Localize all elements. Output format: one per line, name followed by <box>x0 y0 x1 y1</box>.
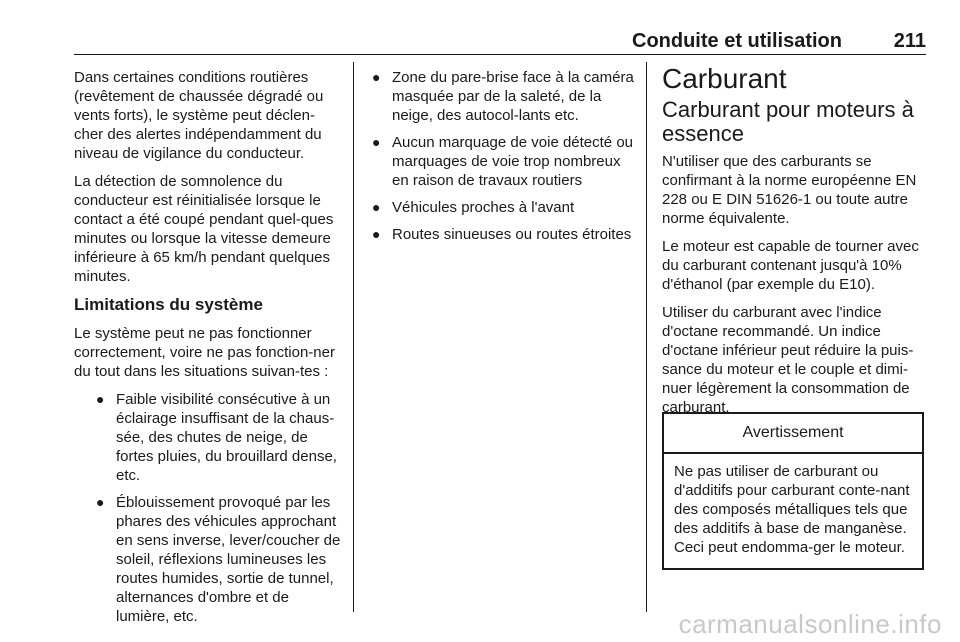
bullet-icon: ● <box>372 134 381 150</box>
warning-text: Ne pas utiliser de carburant ou d'additifs pour carburant conte-nant des composés métalliques tels que des additifs à base de manganèse. Ceci peut endomma-ger le moteur. <box>674 463 910 556</box>
list-item: ● Faible visibilité consécutive à un éclairage insuffisant de la chaus-sée, des chutes de neige, de fortes pluies, du brouillard dense, etc. <box>96 391 337 484</box>
page-header <box>74 30 926 52</box>
column-1 <box>74 68 342 634</box>
paragraph: N'utiliser que des carburants se confirmant à la norme européenne EN 228 ou E DIN 51626-1 ou toute autre norme équivalente. <box>662 153 917 227</box>
bullet-list <box>364 68 636 244</box>
paragraph: Le système peut ne pas fonctionner correctement, voire ne pas fonction-ner du tout dans les situations suivan-tes : <box>74 325 335 380</box>
list-item: ● Zone du pare-brise face à la caméra masquée par de la saleté, de la neige, des autocol-lants etc. <box>372 69 634 124</box>
bullet-icon: ● <box>372 226 381 242</box>
list-item: ● Aucun marquage de voie détecté ou marquages de voie trop nombreux en raison de travaux routiers <box>372 134 634 189</box>
watermark: carmanualsonline.info <box>678 609 942 639</box>
warning-title: Avertissement <box>664 414 922 454</box>
paragraph: Le moteur est capable de tourner avec du carburant contenant jusqu'à 10% d'éthanol (par exemple du E10). <box>662 238 919 293</box>
paragraph: Utiliser du carburant avec l'indice d'octane recommandé. Un indice d'octane inférieur peut réduire la puis-sance du moteur et le couple et dimi-nuer légèrement la consommation de carburant. <box>662 304 914 416</box>
list-item: ● Routes sinueuses ou routes étroites <box>372 226 632 243</box>
bullet-icon: ● <box>372 199 381 215</box>
section-heading: Limitations du système <box>74 295 263 314</box>
paragraph: Dans certaines conditions routières (revêtement de chaussée dégradé ou vents forts), le système peut déclen-cher des alertes indépendamment du niveau de vigilance du conducteur. <box>74 69 324 162</box>
column-divider-2 <box>646 62 647 612</box>
section-title: Carburant pour moteurs à essence <box>662 97 914 146</box>
chapter-title: Carburant <box>662 63 787 94</box>
header-rule <box>74 54 926 55</box>
bullet-list <box>74 390 342 626</box>
bullet-icon: ● <box>372 69 381 85</box>
list-item: ● Éblouissement provoqué par les phares des véhicules approchant en sens inverse, lever/coucher de soleil, réflexions lumineuses les routes humides, sortie de tunnel, alternances d'ombre et de lumière, etc. <box>96 494 341 625</box>
bullet-icon: ● <box>96 391 105 407</box>
page-number: 211 <box>893 30 926 52</box>
warning-box <box>662 412 924 570</box>
header-title: Conduite et utilisation <box>632 30 842 52</box>
bullet-icon: ● <box>96 494 105 510</box>
column-2 <box>364 68 636 252</box>
column-3 <box>662 64 926 426</box>
paragraph: La détection de somnolence du conducteur est réinitialisée lorsque le contact a été coupé pendant quel-ques minutes ou lorsque la vitesse demeure inférieure à 65 km/h pendant quelques minutes. <box>74 173 334 285</box>
list-item: ● Véhicules proches à l'avant <box>372 199 575 216</box>
column-divider-1 <box>353 62 354 612</box>
